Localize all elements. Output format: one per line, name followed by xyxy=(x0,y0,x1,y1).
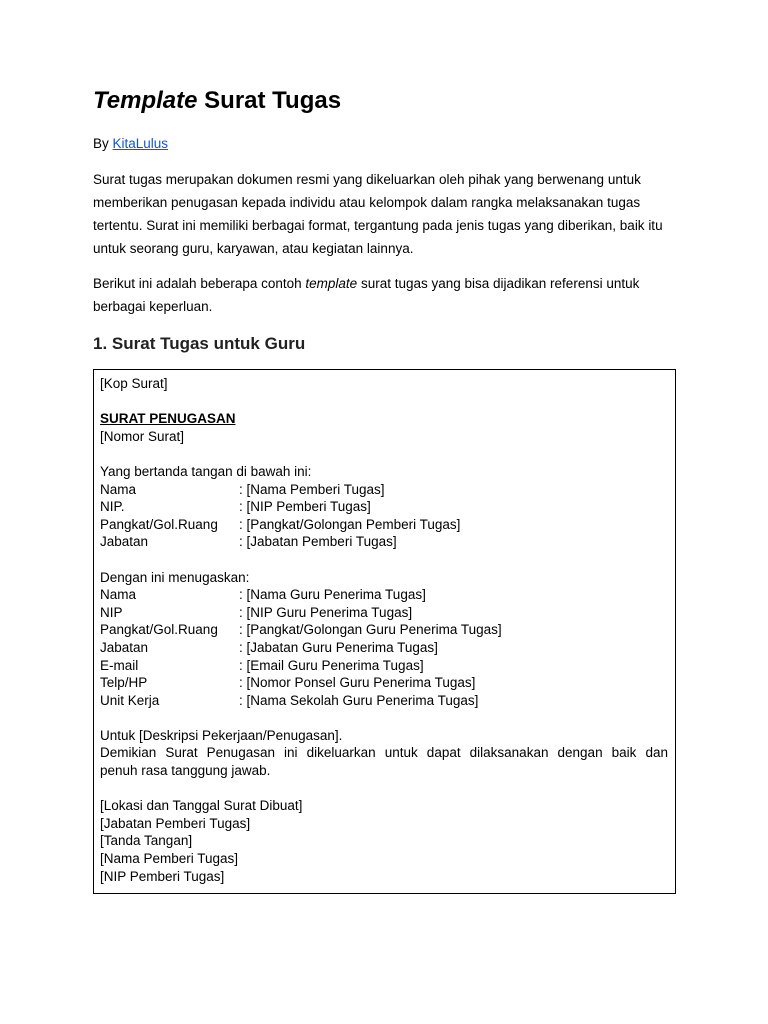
assignee-intro: Dengan ini menugaskan: xyxy=(100,569,250,585)
signer-field-row xyxy=(100,516,668,534)
document-title-italic: Template xyxy=(93,87,198,114)
blank-line xyxy=(100,709,668,727)
assignee-field-row xyxy=(100,604,668,622)
letter-closing-line-2: penuh rasa tanggung jawab. xyxy=(100,763,271,779)
field-label: E-mail xyxy=(100,657,139,673)
field-label: Telp/HP xyxy=(100,675,148,691)
field-label: Unit Kerja xyxy=(100,692,160,708)
byline xyxy=(93,135,168,153)
signer-intro: Yang bertanda tangan di bawah ini: xyxy=(100,463,312,479)
field-value: : [Nama Guru Penerima Tugas] xyxy=(239,587,426,603)
assignee-field-row xyxy=(100,621,668,639)
field-value: : [NIP Pemberi Tugas] xyxy=(239,499,371,515)
field-value: : [Nomor Ponsel Guru Penerima Tugas] xyxy=(239,675,476,691)
letter-kop: [Kop Surat] xyxy=(100,376,168,391)
field-value: : [Nama Sekolah Guru Penerima Tugas] xyxy=(239,692,479,708)
field-value: : [NIP Guru Penerima Tugas] xyxy=(239,604,413,620)
letter-heading: SURAT PENUGASAN xyxy=(100,411,236,427)
field-label: Nama xyxy=(100,587,137,603)
section-heading: 1. Surat Tugas untuk Guru xyxy=(93,334,306,353)
signature-mark: [Tanda Tangan] xyxy=(100,833,193,849)
letter-template-box xyxy=(93,369,676,894)
field-value: : [Nama Pemberi Tugas] xyxy=(239,481,385,497)
letter-purpose: Untuk [Deskripsi Pekerjaan/Penugasan]. xyxy=(100,727,343,743)
field-value: : [Jabatan Guru Penerima Tugas] xyxy=(239,639,438,655)
field-label: Pangkat/Gol.Ruang xyxy=(100,622,218,638)
field-value: : [Jabatan Pemberi Tugas] xyxy=(239,534,397,550)
field-label: NIP. xyxy=(100,499,125,515)
signer-field-row xyxy=(100,481,668,499)
signer-field-row xyxy=(100,533,668,551)
document-title-rest: Surat Tugas xyxy=(197,87,342,114)
assignee-field-row xyxy=(100,657,668,675)
second-paragraph-after: surat tugas yang bisa dijadikan referensi untuk berbagai keperluan. xyxy=(93,276,640,314)
intro-paragraph: Surat tugas merupakan dokumen resmi yang dikeluarkan oleh pihak yang berwenang untuk memberikan penugasan kepada individu atau kelompok dalam rangka melaksanakan tugas tertentu. Surat ini memiliki berbagai format, tergantung pada jenis tugas yang diberikan, baik itu untuk seorang guru, karyawan, atau kegiatan lainnya. xyxy=(93,172,663,256)
field-value: : [Pangkat/Golongan Pemberi Tugas] xyxy=(239,516,461,532)
signature-location-date: [Lokasi dan Tanggal Surat Dibuat] xyxy=(100,798,303,814)
signature-position: [Jabatan Pemberi Tugas] xyxy=(100,815,251,831)
second-paragraph-italic: template xyxy=(305,276,358,291)
field-label: Nama xyxy=(100,481,137,497)
second-paragraph-before: Berikut ini adalah beberapa contoh xyxy=(93,276,306,291)
assignee-field-row xyxy=(100,639,668,657)
signature-nip: [NIP Pemberi Tugas] xyxy=(100,868,225,884)
signature-name: [Nama Pemberi Tugas] xyxy=(100,851,239,867)
second-paragraph xyxy=(93,272,677,318)
field-label: Jabatan xyxy=(100,534,149,550)
field-value: : [Email Guru Penerima Tugas] xyxy=(239,657,424,673)
letter-closing-line-1: Demikian Surat Penugasan ini dikeluarkan untuk dapat dilaksanakan dengan baik dan xyxy=(100,745,668,761)
blank-line xyxy=(100,551,668,569)
assignee-field-row xyxy=(100,674,668,692)
signer-field-row xyxy=(100,498,668,516)
field-label: NIP xyxy=(100,604,123,620)
assignee-field-row xyxy=(100,692,668,710)
assignee-field-row xyxy=(100,586,668,604)
field-label: Jabatan xyxy=(100,639,149,655)
document-title xyxy=(93,86,341,116)
author-link[interactable]: KitaLulus xyxy=(112,136,169,151)
letter-nomor: [Nomor Surat] xyxy=(100,428,185,444)
blank-line xyxy=(100,393,668,411)
field-value: : [Pangkat/Golongan Guru Penerima Tugas] xyxy=(239,622,502,638)
blank-line xyxy=(100,780,668,798)
field-label: Pangkat/Gol.Ruang xyxy=(100,516,218,532)
byline-prefix: By xyxy=(93,136,113,151)
blank-line xyxy=(100,445,668,463)
